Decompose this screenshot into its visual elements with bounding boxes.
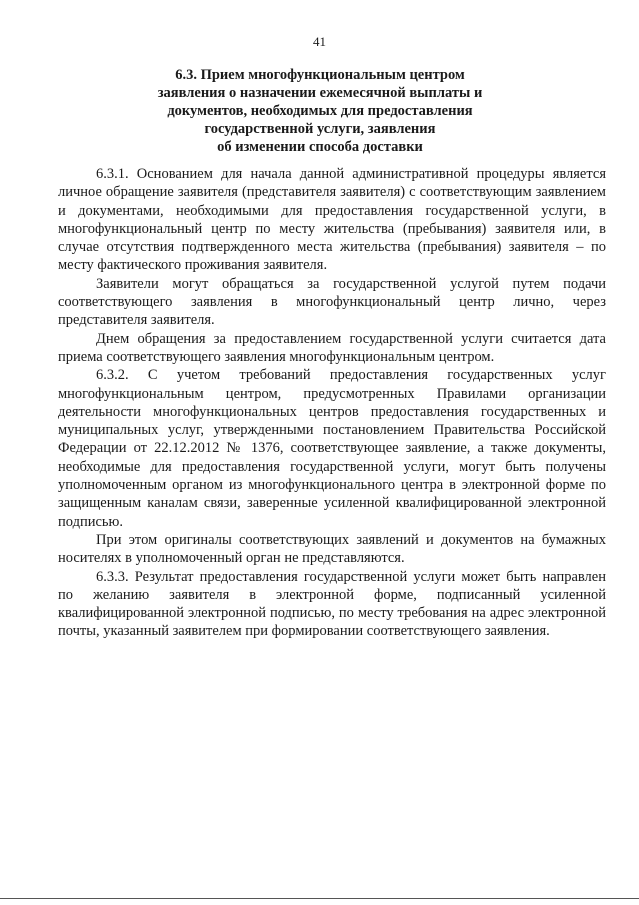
bottom-divider: [0, 898, 639, 899]
paragraph: Днем обращения за предоставлением государственной услуги считается дата приема соответствующего заявления многофункциональным центром.: [58, 330, 606, 365]
heading-line: 6.3. Прием многофункциональным центром: [175, 67, 465, 83]
heading-line: документов, необходимых для предоставления: [167, 103, 473, 119]
paragraph: При этом оригиналы соответствующих заявлений и документов на бумажных носителях в уполномоченный орган не представляются.: [58, 531, 606, 567]
paragraph-6-3-3: 6.3.3. Результат предоставления государственной услуги может быть направлен по желанию заявителя в электронной форме, подписанный усиленной квалифицированной электронной подписью, по месту требования на адрес электронной почты, указанный заявителем при формировании соответствующего заявления.: [58, 568, 606, 640]
heading-line: государственной услуги, заявления: [204, 121, 436, 137]
paragraph-6-3-1: 6.3.1. Основанием для начала данной административной процедуры является личное обращение заявителя (представителя заявителя) с соответствующим заявлением и документами, необходимыми для предоставления государственной услуги, в многофункциональный центр по месту жительства (пребывания) заявителя или, в случае отсутствия подтвержденного места жительства (пребывания) заявителя – по месту фактического проживания заявителя.: [58, 166, 606, 274]
section-body: [58, 165, 606, 641]
heading-line: заявления о назначении ежемесячной выплаты и: [157, 85, 483, 101]
paragraph: Заявители могут обращаться за государственной услугой путем подачи соответствующего заявления в многофункциональный центр лично, через представителя заявителя.: [58, 275, 606, 329]
heading-line: об изменении способа доставки: [217, 139, 423, 155]
paragraph-6-3-2: 6.3.2. С учетом требований предоставления государственных услуг многофункциональным центром, предусмотренных Правилами организации деятельности многофункциональных центров предоставления государственных и муниципальных услуг, утвержденными постановлением Правительства Российской Федерации от 22.12.2012 № 1376, соответствующее заявление, а также документы, необходимые для предоставления государственной услуги, могут быть получены уполномоченным органом из многофункционального центра в электронной форме по защищенным каналам связи, заверенные усиленной квалифицированной электронной подписью.: [58, 367, 606, 530]
section-heading: [110, 66, 530, 156]
page-number: 41: [313, 34, 326, 49]
